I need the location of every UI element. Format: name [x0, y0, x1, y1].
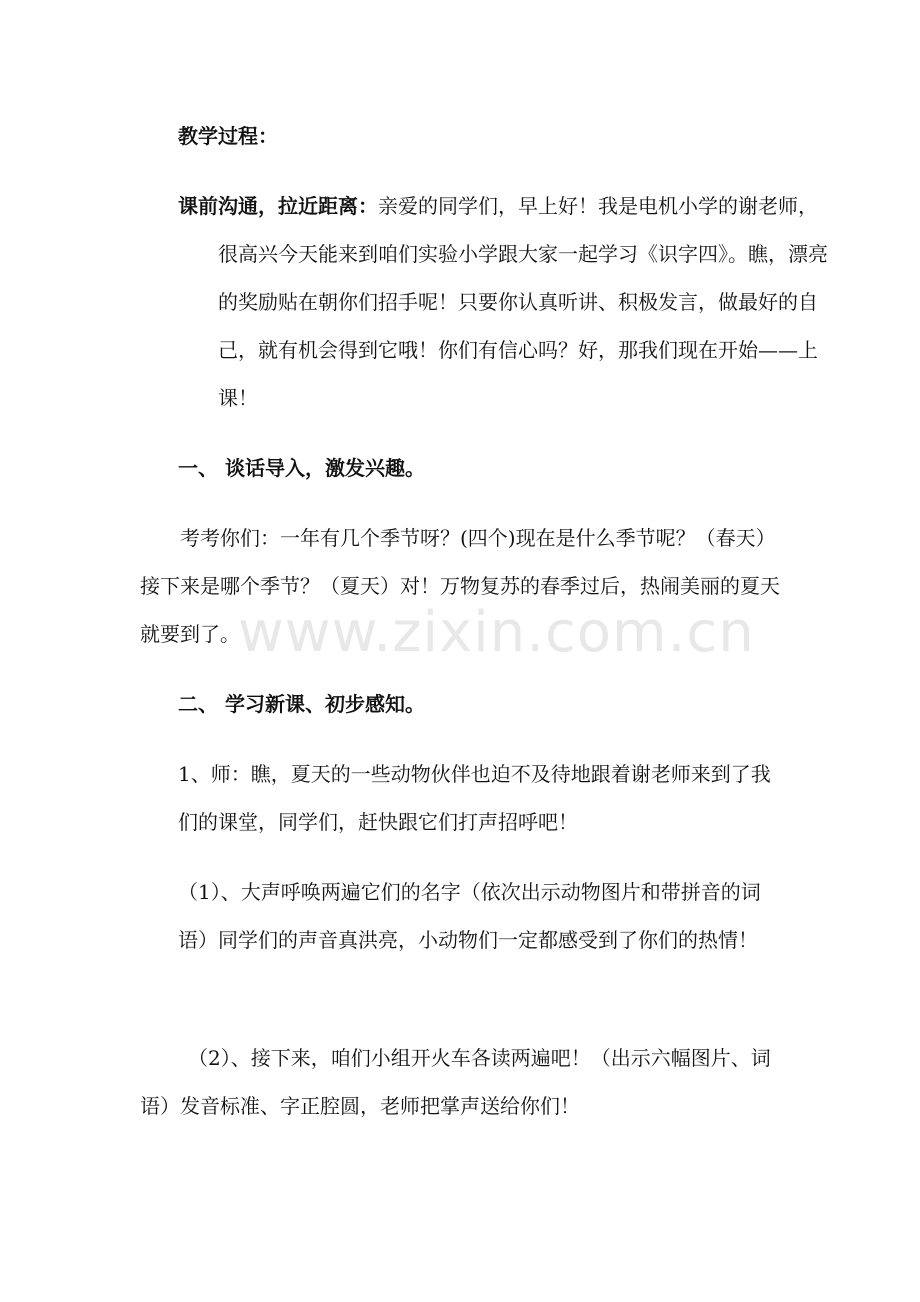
intro-text: 亲爱的同学们，早上好！我是电机小学的谢老师，很高兴今天能来到咱们实验小学跟大家一起学习《识字四》。瞧，漂亮的奖励贴在朝你们招手呢！只要你认真听讲、积极发言，做最好的自己，就有机会得到它哦！你们有信心吗？好，那我们现在开始——上课！	[218, 194, 828, 410]
intro-paragraph	[178, 182, 828, 422]
section2-item1-sub1: （1）、大声呼唤两遍它们的名字（依次出示动物图片和带拼音的词语）同学们的声音真洪亮，小动物们一定都感受到了你们的热情！	[178, 880, 761, 952]
doc-title: 教学过程：	[178, 124, 278, 148]
section1-body: 考考你们：一年有几个季节呀？(四个)现在是什么季节呢？（春天）接下来是哪个季节？（夏天）对！万物复苏的春季过后，热闹美丽的夏天就要到了。	[140, 526, 780, 646]
intro-lead: 课前沟通，拉近距离：	[178, 194, 378, 218]
section2-item1-sub2: （2）、接下来，咱们小组开火车各读两遍吧！（出示六幅图片、词语）发音标准、字正腔圆，老师把掌声送给你们！	[140, 1046, 771, 1118]
section1-heading: 一、 谈话导入，激发兴趣。	[178, 456, 425, 480]
watermark: www.zixin.com.cn	[238, 600, 755, 665]
section2-item1: 1、师：瞧，夏天的一些动物伙伴也迫不及待地跟着谢老师来到了我们的课堂，同学们，赶快跟它们打声招呼吧！	[178, 762, 771, 834]
section2-heading: 二、 学习新课、初步感知。	[178, 692, 425, 716]
